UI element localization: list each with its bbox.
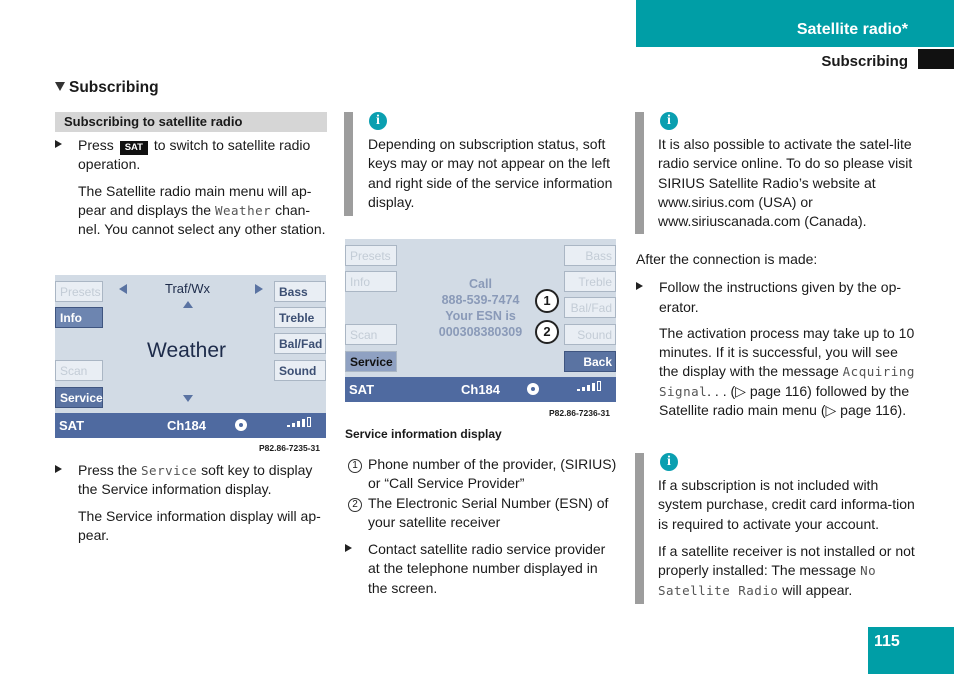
callout-2: 2: [535, 320, 559, 344]
info-bar: [635, 112, 644, 234]
subheading: Subscribing to satellite radio: [64, 114, 243, 129]
softkey-bal-fad[interactable]: Bal/Fad: [564, 297, 616, 318]
service-line-esn: Your ESN is: [445, 309, 516, 323]
chapter-title: Satellite radio*: [796, 21, 908, 38]
softkey-info[interactable]: Info: [345, 271, 397, 292]
disc-icon: [527, 383, 539, 395]
softkey-sound[interactable]: Sound: [274, 360, 326, 381]
status-source: SAT: [59, 418, 85, 433]
screen-caption: Service information display: [345, 427, 502, 441]
radio-screen-main: [55, 275, 326, 438]
channel-name: Weather: [147, 339, 226, 362]
softkey-bass[interactable]: Bass: [564, 245, 616, 266]
bullet-icon: [636, 282, 643, 290]
figure-caption-2: P82.86-7236-31: [549, 408, 610, 418]
disc-icon: [235, 419, 247, 431]
page-number-tab: [868, 627, 954, 674]
paragraph-main-menu: The Satellite radio main menu will ap-pear and displays the Weather chan-nel. You cannot select any other station.: [78, 182, 326, 238]
signal-strength-icon: [287, 417, 321, 427]
category-label: Traf/Wx: [165, 281, 211, 296]
info-bar: [635, 453, 644, 604]
service-line-call: Call: [469, 277, 492, 291]
after-connection: After the connection is made:: [636, 251, 818, 267]
info-text: It is also possible to activate the satel-lite radio service online. To do so please visit SIRIUS Satellite Radio’s website at www.sirius.com (USA) or www.siriuscanada.com (Canada).: [658, 136, 913, 230]
subheading-bar: [55, 112, 327, 132]
bullet-icon: [55, 140, 62, 148]
softkey-scan[interactable]: Scan: [55, 360, 103, 381]
softkey-bal-fad[interactable]: Bal/Fad: [274, 333, 326, 354]
callout-1: 1: [535, 289, 559, 313]
info-note-1: [344, 112, 622, 216]
status-channel: Ch184: [461, 382, 501, 397]
softkey-treble[interactable]: Treble: [274, 307, 326, 328]
arrow-up-icon: [183, 301, 193, 308]
step-sat: Press SAT to switch to satellite radio operation.: [55, 136, 327, 175]
heading: Subscribing: [55, 79, 159, 97]
figure-caption-1: P82.86-7235-31: [259, 443, 320, 453]
signal-strength-icon: [577, 381, 611, 391]
softkey-bass[interactable]: Bass: [274, 281, 326, 302]
arrow-right-icon: [255, 284, 263, 294]
status-bar: [55, 413, 326, 438]
paragraph-activation: The activation process may take up to 10 minutes. If it is successful, you will see the display with the message Acquiring Signal. . . (▷ page 116) followed by the Satellite radio main menu (▷ page 116).: [659, 324, 915, 419]
provider-phone-number: 888-539-7474: [441, 293, 520, 307]
radio-screen-service: [345, 239, 616, 402]
info-text-subscription: If a subscription is not included with system purchase, credit card informa-tion is required to activate your account.: [658, 477, 915, 532]
softkey-info[interactable]: Info: [55, 307, 103, 328]
softkey-back[interactable]: Back: [564, 351, 616, 372]
arrow-down-icon: [183, 395, 193, 402]
softkey-service[interactable]: Service: [55, 387, 103, 408]
sat-key: SAT: [120, 141, 148, 155]
info-icon: i: [369, 112, 387, 130]
info-text-not-installed: If a satellite receiver is not installed or not properly installed: The message No Satellite Radio will appear.: [658, 543, 915, 598]
info-note-2: [635, 112, 915, 234]
legend-item-2: 2 The Electronic Serial Number (ESN) of your satellite receiver: [345, 494, 620, 533]
info-note-3: [635, 453, 917, 604]
step-contact-provider: Contact satellite radio service provider at the telephone number displayed in the screen.: [345, 540, 620, 598]
softkey-sound[interactable]: Sound: [564, 324, 616, 345]
info-icon: i: [660, 112, 678, 130]
bullet-icon: [345, 544, 352, 552]
status-channel: Ch184: [167, 418, 207, 433]
legend-item-1: 1 Phone number of the provider, (SIRIUS) or “Call Service Provider”: [345, 455, 620, 494]
status-source: SAT: [349, 382, 375, 397]
chapter-tab: [636, 0, 954, 47]
softkey-presets[interactable]: Presets: [55, 281, 103, 302]
info-bar: [344, 112, 353, 216]
status-bar: [345, 377, 616, 402]
arrow-left-icon: [119, 284, 127, 294]
paragraph-service-display: The Service information display will ap-pear.: [78, 507, 321, 543]
bullet-icon: [55, 465, 62, 473]
softkey-scan[interactable]: Scan: [345, 324, 397, 345]
step-follow-operator: Follow the instructions given by the op-erator.: [636, 278, 916, 317]
section-title: Subscribing: [821, 53, 908, 70]
step-service: Press the Service soft key to display the Service information display.: [55, 461, 327, 500]
softkey-service[interactable]: Service: [345, 351, 397, 372]
softkey-presets[interactable]: Presets: [345, 245, 397, 266]
page-number: 115: [874, 633, 900, 650]
section-marker: [918, 49, 954, 69]
info-text: Depending on subscription status, soft keys may or may not appear on the left and right side of the service information display.: [368, 136, 613, 210]
heading-triangle-icon: [55, 82, 65, 91]
softkey-treble[interactable]: Treble: [564, 271, 616, 292]
info-icon: i: [660, 453, 678, 471]
esn-number: 000308380309: [438, 325, 523, 339]
